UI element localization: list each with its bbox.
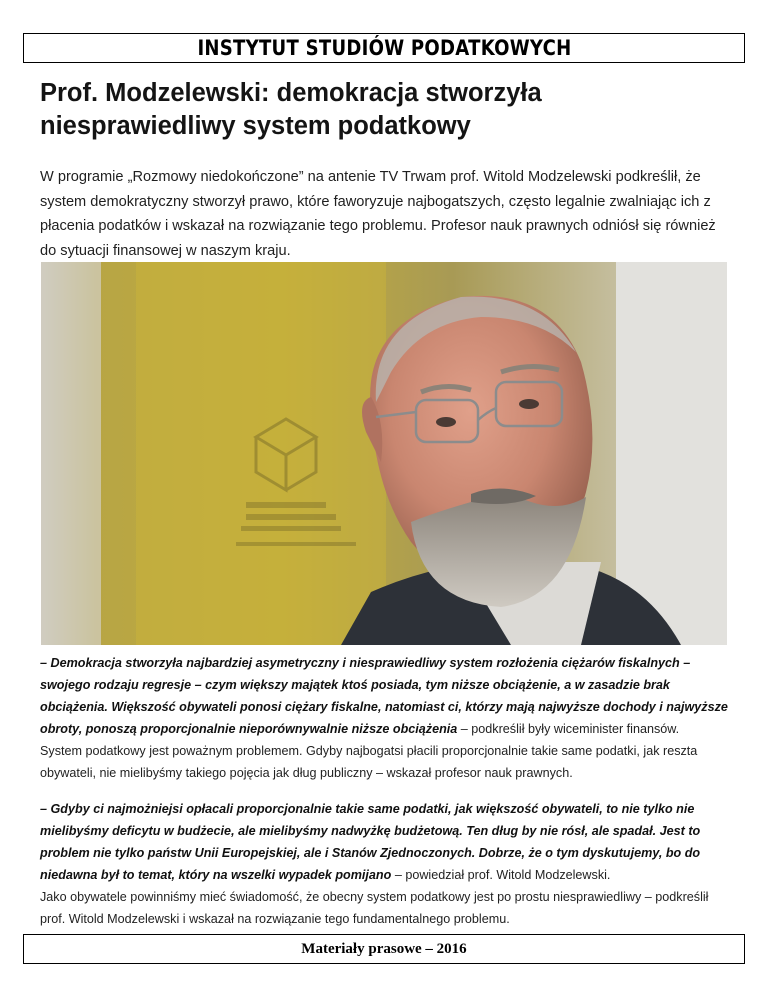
header-banner bbox=[23, 33, 745, 63]
paragraph-2 bbox=[40, 798, 730, 930]
article-lead: W programie „Rozmowy niedokończone” na antenie TV Trwam prof. Witold Modzelewski podkreślił, że system demokratyczny stworzył prawo, które faworyzuje najbogatszych, często legalnie zwalniając ich z płacenia podatków i wskazał na rozwiązanie tego problemu. Profesor nauk prawnych odniósł się również do sytuacji finansowej w naszym kraju. bbox=[40, 169, 716, 259]
quote-1: – Demokracja stworzyła najbardziej asymetryczny i niesprawiedliwy system rozłożenia ciężarów fiskalnych – swojego rodzaju regresje – czym większy majątek ktoś posiada, tym niższe obciążenie, a w zasadzie brak obciążenia. Większość obywateli ponosi ciężary fiskalne, natomiast ci, którzy mają najwyższe dochody i najwyższe obroty, ponoszą proporcjonalnie nieporównywalnie niższe obciążenia bbox=[40, 656, 728, 736]
continuation-2: Jako obywatele powinniśmy mieć świadomość, że obecny system podatkowy jest po prostu niesprawiedliwy – podkreślił prof. Witold Modzelewski i wskazał na rozwiązanie tego fundamentalnego problemu. bbox=[40, 890, 709, 926]
paragraph-1 bbox=[40, 652, 730, 784]
footer-banner bbox=[23, 934, 745, 964]
portrait-photo bbox=[41, 262, 727, 645]
article-title: Prof. Modzelewski: demokracja stworzyła niesprawiedliwy system podatkowy bbox=[40, 79, 542, 140]
institute-name: INSTYTUT STUDIÓW PODATKOWYCH bbox=[196, 36, 572, 60]
attribution-2: – powiedział prof. Witold Modzelewski. bbox=[391, 868, 611, 882]
attribution-1: – podkreślił były wiceminister finansów. bbox=[457, 722, 680, 736]
quote-2: – Gdyby ci najmożniejsi opłacali proporcjonalnie takie same podatki, jak większość obywateli, to nie tylko nie mielibyśmy deficytu w budżecie, ale mielibyśmy nadwyżkę budżetową. Ten dług by nie rósł, ale spadał. Jest to problem nie tylko państw Unii Europejskiej, ale i Stanów Zjednoczonych. Dobrze, że o tym dyskutujemy, bo do niedawna był to temat, który na wszelki wypadek pomijano bbox=[40, 802, 701, 882]
continuation-1: System podatkowy jest poważnym problemem. Gdyby najbogatsi płacili proporcjonalnie takie same podatki, jak reszta obywateli, nie mielibyśmy takiego pojęcia jak dług publiczny – wskazał profesor nauk prawnych. bbox=[40, 744, 698, 780]
footer-label: Materiały prasowe – 2016 bbox=[301, 940, 467, 957]
